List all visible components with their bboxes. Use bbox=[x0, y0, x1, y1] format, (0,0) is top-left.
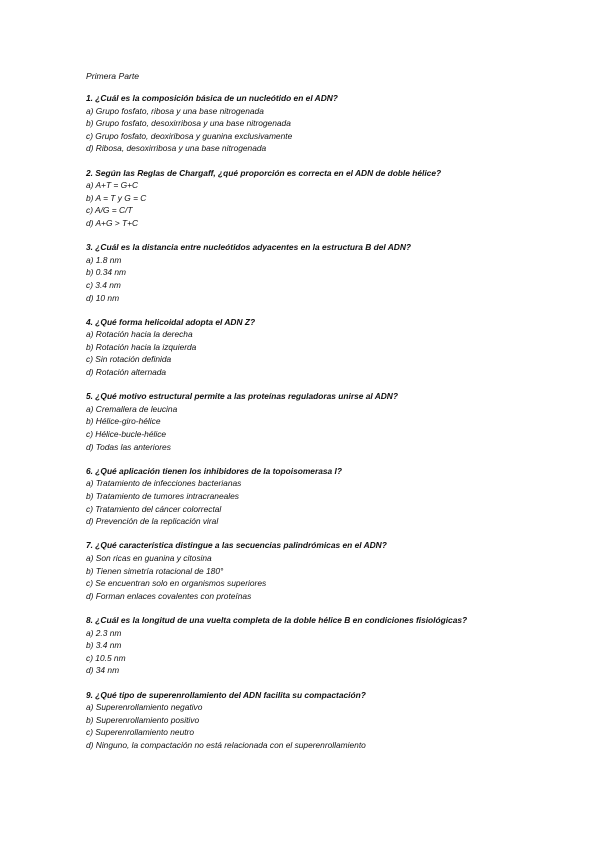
answer-option: a) Tratamiento de infecciones bacterianas bbox=[86, 478, 242, 489]
answer-option: a) 2.3 nm bbox=[86, 627, 122, 638]
answer-option: b) Hélice-giro-hélice bbox=[86, 416, 161, 427]
answer-option: a) 1.8 nm bbox=[86, 254, 122, 265]
question-text: 3. ¿Cuál es la distancia entre nucleótidos adyacentes en la estructura B del ADN? bbox=[86, 242, 412, 253]
question-text: 2. Según las Reglas de Chargaff, ¿qué proporción es correcta en el ADN de doble hélice? bbox=[86, 167, 442, 178]
question-block bbox=[86, 316, 586, 379]
answer-option: d) Forman enlaces covalentes con proteínas bbox=[86, 590, 252, 601]
question-block bbox=[86, 614, 586, 677]
answer-option: c) A/G = C/T bbox=[86, 205, 133, 216]
answer-option: a) Superenrollamiento negativo bbox=[86, 702, 203, 713]
answer-option: c) Tratamiento del cáncer colorrectal bbox=[86, 503, 222, 514]
answer-option: a) Grupo fosfato, ribosa y una base nitrogenada bbox=[86, 105, 264, 116]
answer-option: b) Rotación hacia la izquierda bbox=[86, 341, 197, 352]
answer-option: d) Ribosa, desoxirribosa y una base nitrogenada bbox=[86, 143, 267, 154]
answer-option: c) 10.5 nm bbox=[86, 652, 126, 663]
question-text: 6. ¿Qué aplicación tienen los inhibidores de la topoisomerasa I? bbox=[86, 465, 342, 476]
answer-option: c) Grupo fosfato, deoxiribosa y guanina exclusivamente bbox=[86, 130, 293, 141]
document-page bbox=[86, 70, 586, 763]
answer-option: b) Tratamiento de tumores intracraneales bbox=[86, 491, 239, 501]
question-block bbox=[86, 92, 586, 155]
question-block bbox=[86, 167, 586, 230]
question-block bbox=[86, 465, 586, 528]
question-text: 1. ¿Cuál es la composición básica de un nucleótido en el ADN? bbox=[86, 93, 338, 103]
answer-option: c) 3.4 nm bbox=[86, 279, 121, 290]
answer-option: d) Prevención de la replicación viral bbox=[86, 516, 219, 527]
answer-option: c) Hélice-bucle-hélice bbox=[86, 429, 167, 440]
question-text: 7. ¿Qué característica distingue a las secuencias palindrómicas en el ADN? bbox=[86, 540, 387, 551]
answer-option: b) 3.4 nm bbox=[86, 640, 122, 651]
answer-option: d) 10 nm bbox=[86, 292, 120, 303]
question-block bbox=[86, 539, 586, 602]
question-text: 8. ¿Cuál es la longitud de una vuelta completa de la doble hélice B en condiciones fisiológicas? bbox=[86, 614, 468, 625]
answer-option: d) 34 nm bbox=[86, 665, 120, 676]
answer-option: c) Sin rotación definida bbox=[86, 354, 172, 365]
answer-option: d) A+G > T+C bbox=[86, 217, 139, 228]
answer-option: d) Rotación alternada bbox=[86, 367, 167, 378]
answer-option: c) Superenrollamiento neutro bbox=[86, 727, 195, 738]
answer-option: d) Todas las anteriores bbox=[86, 441, 171, 452]
section-title: Primera Parte bbox=[86, 71, 140, 81]
answer-option: b) Tienen simetría rotacional de 180° bbox=[86, 565, 224, 576]
answer-option: b) Superenrollamiento positivo bbox=[86, 714, 200, 725]
question-list bbox=[86, 92, 586, 751]
answer-option: c) Se encuentran solo en organismos superiores bbox=[86, 578, 267, 589]
question-block bbox=[86, 241, 586, 304]
answer-option: b) 0.34 nm bbox=[86, 267, 127, 278]
question-block bbox=[86, 689, 586, 752]
answer-option: a) A+T = G+C bbox=[86, 180, 139, 191]
answer-option: b) A = T y G = C bbox=[86, 192, 147, 203]
answer-option: a) Son ricas en guanina y citosina bbox=[86, 552, 212, 563]
question-text: 9. ¿Qué tipo de superenrollamiento del ADN facilita su compactación? bbox=[86, 689, 366, 700]
question-text: 4. ¿Qué forma helicoidal adopta el ADN Z? bbox=[86, 316, 256, 327]
answer-option: b) Grupo fosfato, desoxirribosa y una base nitrogenada bbox=[86, 118, 291, 129]
answer-option: a) Rotación hacia la derecha bbox=[86, 329, 193, 340]
question-text: 5. ¿Qué motivo estructural permite a las proteínas reguladoras unirse al ADN? bbox=[86, 391, 398, 402]
answer-option: a) Cremallera de leucina bbox=[86, 403, 178, 414]
answer-option: d) Ninguno, la compactación no está relacionada con el superenrollamiento bbox=[86, 739, 366, 750]
question-block bbox=[86, 390, 586, 453]
